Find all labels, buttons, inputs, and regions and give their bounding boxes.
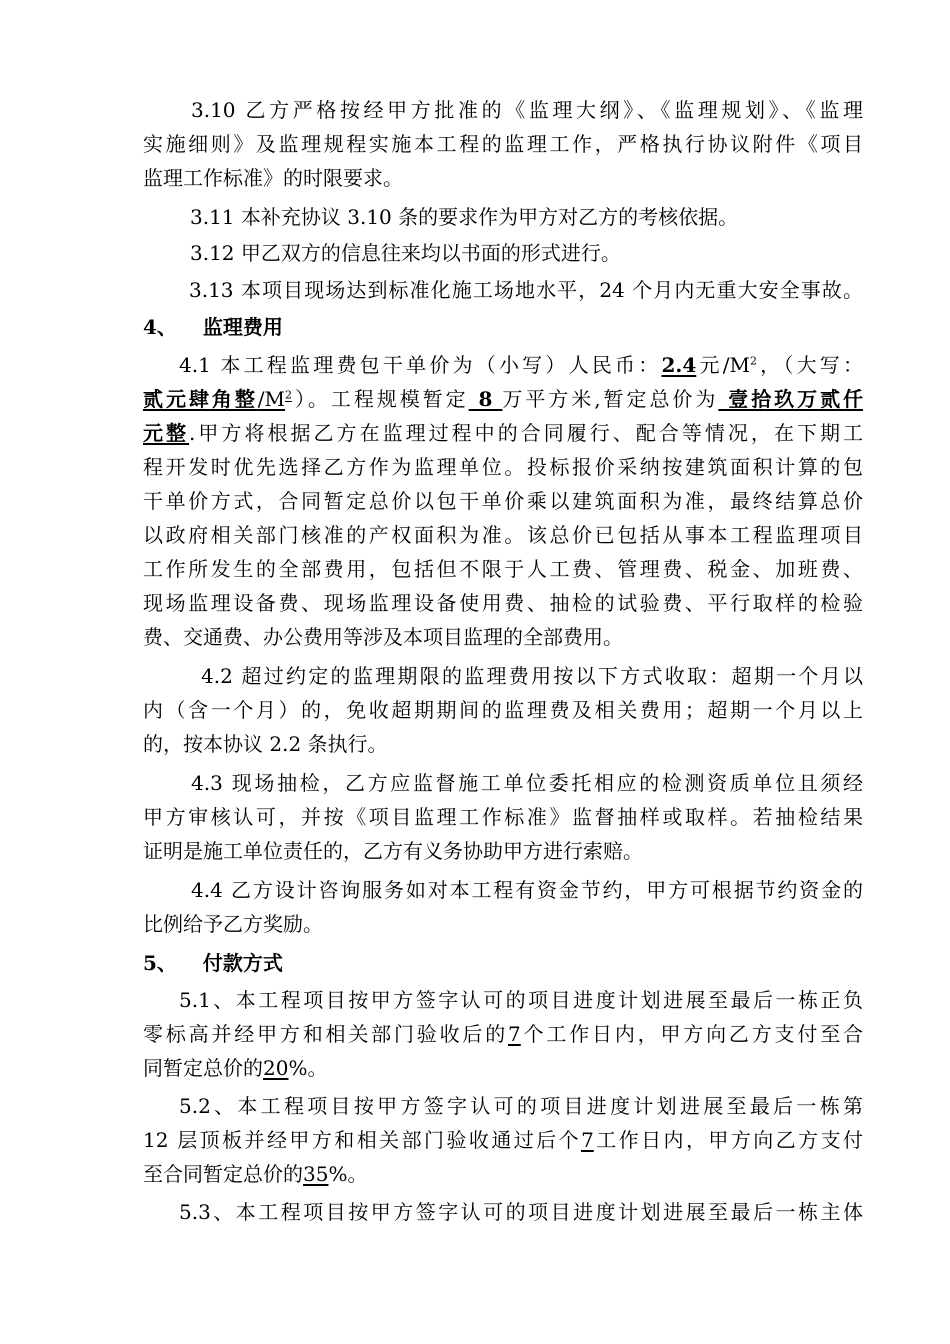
section-title: 付款方式 — [202, 951, 283, 975]
text-segment: 元/M — [696, 353, 750, 377]
text-line: 4.2 超过约定的监理期限的监理费用按以下方式收取：超期一个月以 — [201, 664, 863, 688]
text-segment: 个工作日内，甲方向乙方支付至合 — [520, 1022, 864, 1046]
text-line: 监理工作标准》的时限要求。 — [143, 166, 403, 190]
text-segment: 12 层顶板并经甲方和相关部门验收通过后个 — [143, 1128, 582, 1152]
percent-value: 20 — [263, 1056, 289, 1080]
text-segment: 至合同暂定总价的 — [143, 1162, 303, 1186]
text-line: 5.3、本工程项目按甲方签字认可的项目进度计划进展至最后一栋主体 — [179, 1200, 863, 1224]
superscript: 2 — [749, 354, 757, 368]
text-line — [143, 1159, 863, 1189]
text-segment: 4.1 本工程监理费包干单价为（小写）人民币： — [179, 353, 662, 377]
text-line — [143, 1053, 863, 1083]
text-line: 甲方审核认可，并按《项目监理工作标准》监督抽样或取样。若抽检结果 — [143, 805, 863, 829]
text-line: 内（含一个月）的，免收超期期间的监理费及相关费用；超期一个月以上 — [143, 698, 863, 722]
text-line: 证明是施工单位责任的，乙方有义务协助甲方进行索赔。 — [143, 839, 643, 863]
section-number: 5、 — [143, 951, 177, 975]
text-line — [143, 1125, 863, 1155]
text-line: 工作所发生的全部费用，包括但不限于人工费、管理费、税金、加班费、 — [143, 557, 863, 581]
text-segment: 万平方米,暂定总价为 — [502, 387, 719, 411]
text-line: 程开发时优先选择乙方作为监理单位。投标报价采纳按建筑面积计算的包 — [143, 455, 863, 479]
text-line: 3.12 甲乙双方的信息往来均以书面的形式进行。 — [190, 241, 621, 265]
text-segment: .甲方将根据乙方在监理过程中的合同履行、配合等情况，在下期工 — [189, 421, 864, 445]
text-line: 的，按本协议 2.2 条执行。 — [143, 732, 388, 756]
text-segment: 同暂定总价的 — [143, 1056, 263, 1080]
project-scale-value: 8 — [468, 387, 503, 411]
text-line: 干单价方式，合同暂定总价以包干单价乘以建筑面积为准，最终结算总价 — [143, 489, 863, 513]
text-line: 5.2、本工程项目按甲方签字认可的项目进度计划进展至最后一栋第 — [179, 1094, 863, 1118]
text-line: 5.1、本工程项目按甲方签字认可的项目进度计划进展至最后一栋正负 — [179, 988, 863, 1012]
section-heading — [143, 312, 863, 342]
text-segment: ，（大写： — [756, 353, 864, 377]
superscript: 2 — [285, 388, 293, 402]
text-line — [143, 418, 863, 448]
text-line: 费、交通费、办公费用等涉及本项目监理的全部费用。 — [143, 625, 623, 649]
total-price-capital: 壹拾玖万贰仟 — [718, 387, 864, 411]
total-price-capital-end: 元整 — [143, 421, 190, 445]
unit-price-value: 2.4 — [661, 353, 697, 377]
percent-value: 35 — [303, 1162, 329, 1186]
text-segment: 零标高并经甲方和相关部门验收后的 — [143, 1022, 509, 1046]
unit-price-capital: 贰元肆角整 — [143, 387, 258, 411]
text-segment: 工作日内，甲方向乙方支付 — [593, 1128, 864, 1152]
text-segment: %。 — [328, 1162, 368, 1186]
text-line: 以政府相关部门核准的产权面积为准。该总价已包括从事本工程监理项目 — [143, 523, 863, 547]
section-heading — [143, 948, 863, 978]
text-line — [143, 1019, 863, 1049]
text-line — [143, 384, 863, 414]
days-value: 7 — [508, 1022, 521, 1046]
text-line: 实施细则》及监理规程实施本工程的监理工作，严格执行协议附件《项目 — [143, 132, 863, 156]
text-line: 3.13 本项目现场达到标准化施工场地水平，24 个月内无重大安全事故。 — [189, 278, 863, 302]
text-line: 3.10 乙方严格按经甲方批准的《监理大纲》、《监理规划》、《监理 — [191, 98, 863, 122]
text-segment: /M — [257, 387, 286, 411]
text-line: 4.4 乙方设计咨询服务如对本工程有资金节约，甲方可根据节约资金的 — [191, 878, 863, 902]
text-line: 3.11 本补充协议 3.10 条的要求作为甲方对乙方的考核依据。 — [190, 205, 739, 229]
section-title: 监理费用 — [202, 315, 283, 339]
text-line: 4.3 现场抽检，乙方应监督施工单位委托相应的检测资质单位且须经 — [191, 771, 863, 795]
text-line: 现场监理设备费、现场监理设备使用费、抽检的试验费、平行取样的检验 — [143, 591, 863, 615]
text-segment: %。 — [288, 1056, 328, 1080]
days-value: 7 — [581, 1128, 594, 1152]
text-segment: ）。工程规模暂定 — [292, 387, 469, 411]
text-line — [143, 350, 863, 380]
text-line: 比例给予乙方奖励。 — [143, 912, 323, 936]
section-number: 4、 — [143, 315, 177, 339]
